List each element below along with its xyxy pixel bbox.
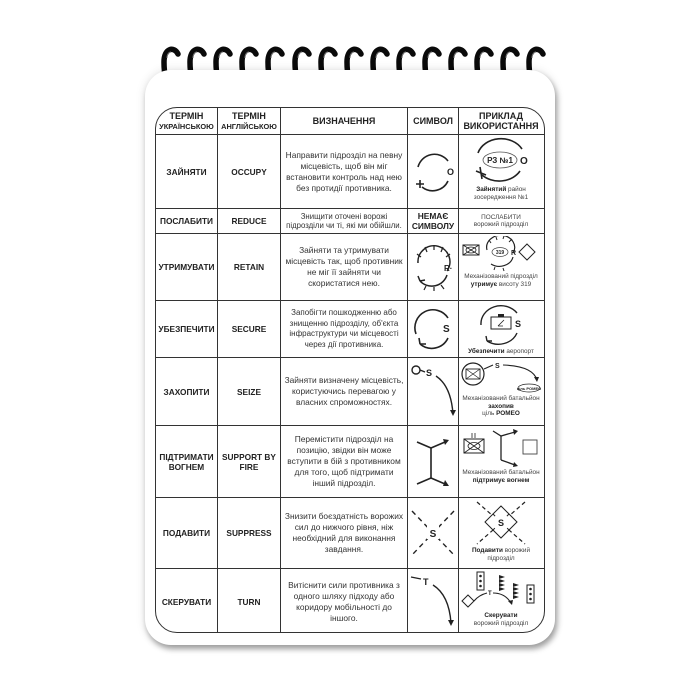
definition: Запобігти пошкодженню або знищенню підрозділу, об'єкта інфраструктури чи місцевості через дії противника. [281,301,408,357]
definition: Знищити оточені ворожі підрозділи чи ті, які ми обійшли. [281,209,408,233]
header-term-ua [156,108,218,134]
header-term-en [218,108,281,134]
svg-text:ціль РОМЕО: ціль РОМЕО [516,386,541,391]
term-en: REDUCE [218,209,281,233]
example-caption: ворожий підрозділ [473,221,529,228]
example-secure [459,301,543,357]
term-ua: ЗАХОПИТИ [156,358,218,425]
svg-text:S: S [495,363,500,370]
table-row [156,498,544,569]
svg-text:РЗ №1: РЗ №1 [487,156,513,165]
term-en: SEIZE [218,358,281,425]
term-ua: ПОДАВИТИ [156,498,218,568]
svg-text:S: S [426,367,433,378]
svg-text:R·: R· [444,264,453,273]
header-label: УКРАЇНСЬКОЮ [159,121,214,131]
example-caption: Скерувати ворожий підрозділ [473,612,529,627]
turn-enemy-unit-icon [461,571,541,611]
definition: Зайняти визначену місцевість, користуючись перевагою у власних спроможностях. [281,358,408,425]
term-en: SUPPORT BY FIRE [218,426,281,497]
svg-text:T: T [488,591,492,597]
example-turn [459,569,543,633]
example-support-by-fire [459,426,543,497]
example-retain [459,234,543,300]
term-ua: СКЕРУВАТИ [156,569,218,633]
table-row [156,209,544,234]
header-label: ПРИКЛАД [478,111,523,121]
svg-text:T: T [423,576,429,587]
table-header [156,108,544,135]
definition: Зайняти та утримувати місцевість так, щоб противник не міг її зайняти чи скористатися нею. [281,234,408,300]
svg-text:S: S [443,324,450,335]
example-occupy [459,135,543,208]
definition: Знизити боєздатність ворожих сил до нижчого рівня, ніж необхідний для виконання завдання. [281,498,408,568]
term-ua: ПОСЛАБИТИ [156,209,218,233]
definition: Перемістити підрозділ на позицію, звідки він може вступити в бій з противником для того, щоб підтримати інший підрозділ. [281,426,408,497]
term-ua: УТРИМУВАТИ [156,234,218,300]
term-en: SUPPRESS [218,498,281,568]
term-en: OCCUPY [218,135,281,208]
suppress-enemy-unit-icon [471,500,531,546]
example-seize [459,358,543,425]
example-suppress [459,498,543,568]
svg-text:R: R [511,250,517,257]
svg-text:S: S [429,529,437,540]
term-ua: УБЕЗПЕЧИТИ [156,301,218,357]
term-en: RETAIN [218,234,281,300]
header-definition [281,108,408,134]
seize-symbol-icon [408,358,459,425]
table-row [156,358,544,426]
term-ua: ПІДТРИМАТИ ВОГНЕМ [156,426,218,497]
retain-hill-319-icon [461,236,541,272]
header-label: ТЕРМІН [232,110,266,121]
support-by-fire-example-icon [461,428,541,468]
example-caption: Убезпечити аеропорт [468,348,534,355]
table-row [156,301,544,358]
table-row [156,135,544,209]
table-row [156,569,544,633]
term-en: TURN [218,569,281,633]
svg-text:319: 319 [495,250,505,256]
table-row [156,234,544,301]
secure-symbol-icon [408,301,459,357]
support-by-fire-symbol-icon [408,426,459,497]
header-symbol [408,108,459,134]
symbol-letter: O [447,166,455,177]
example-caption: ПОСЛАБИТИ [481,213,521,221]
turn-symbol-icon [408,569,459,633]
secure-airport-icon [471,303,531,347]
seize-objective-romeo-icon [461,360,541,394]
example-reduce [459,209,543,233]
no-symbol-label: НЕМАЄ СИМВОЛУ [408,209,459,233]
suppress-symbol-icon [408,498,459,568]
definition: Направити підрозділ на певну місцевість, щоб він міг встановити контроль над нею без протидії противника. [281,135,408,208]
definition: Витіснити сили противника з одного шляху підходу або коридору мобільності до іншого. [281,569,408,633]
header-label: ТЕРМІН [169,110,204,121]
header-label: СИМВОЛ [413,116,453,126]
tactical-tasks-table [155,107,545,633]
header-label: АНГЛІЙСЬКОЮ [221,121,277,131]
svg-text:S: S [497,518,505,528]
example-caption: Механізований підрозділ утримує висоту 319 [464,273,538,288]
term-en: SECURE [218,301,281,357]
svg-text:S: S [515,319,522,329]
occupy-symbol-icon [408,135,459,208]
header-label: ВИКОРИСТАННЯ [463,121,539,131]
header-example [459,108,543,134]
example-caption: Подавити ворожий підрозділ [471,547,531,562]
table-row [156,426,544,498]
example-caption: Механізований батальйон підтримує вогнем [462,469,540,484]
example-caption: Зайнятий район зосередження №1 [473,186,529,201]
term-ua: ЗАЙНЯТИ [156,135,218,208]
example-caption: Механізований батальйон захопив ціль РОМЕО [462,395,540,417]
retain-symbol-icon [408,234,459,300]
header-label: ВИЗНАЧЕННЯ [312,116,376,126]
occupied-assembly-area-icon [464,137,538,185]
svg-text:O: O [520,156,528,167]
